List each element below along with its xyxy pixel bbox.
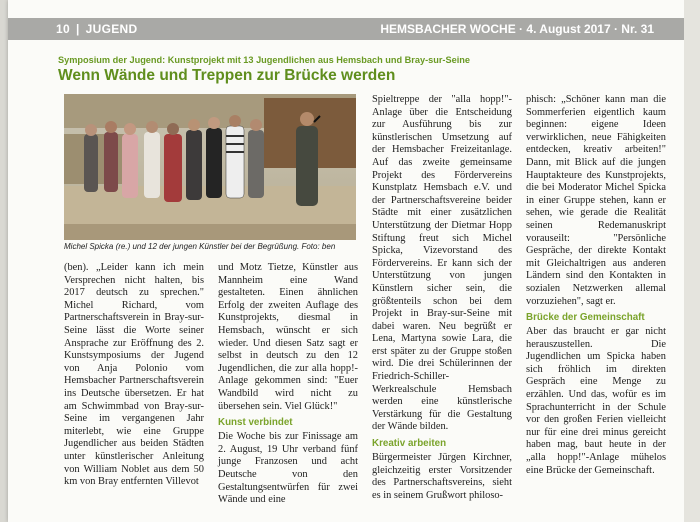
- subheading-kunst-verbindet: Kunst verbindet: [218, 417, 293, 429]
- paragraph: Spieltreppe der "alla hopp!"-Anlage über die Entscheidung zur Ausführung bis zur künstlerischen Umsetzung auf der Hemsbacher Freizeitanlage. Auf das zweite gemeinsame Projekt des Fördervereins Kunstplatz Hemsbach e.V. und der Partnerschaftsvereine beider Städte mit einer zusätzlichen Unterstützung der Dietmar Hopp Stiftung freut sich Michel Spicka, Vizevorstand des Fördervereins. Er kann sich der Unterstützung von jungen Künstlern sicher sein, die größtenteils schon bei dem Projekt in Bray-sur-Seine mit dabei waren. Neu begrüßt er Lena, Martyna sowie Lara, die erst später zu der Gruppe stoßen wird. Die drei Schülerinnen der Friedrich-Schiller-Werkrealschule Hemsbach werden eine künstlerische Verstärkung für die Gestaltung der Wände bilden.: [372, 94, 512, 433]
- page-header-bar: 10 | JUGEND HEMSBACHER WOCHE · 4. August 2017 · Nr. 31: [8, 18, 692, 40]
- paragraph: (ben). „Leider kann ich mein Versprechen nicht halten, bis 2017 deutsch zu sprechen." Michel Richard, vom Partnerschaftsverein in Bray-sur-Seine lässt die Worte seiner Ansprache zur Eröffnung des 2. Kunstsymposiums der Jugend von Anja Polonio vom Hemsbacher Partnerschaftsverein ins Deutsche übersetzen. Er hat am Schwimmbad von Bray-sur-Seine im vergangenen Jahr miterlebt, wie eine Gruppe Jugendlicher aus beiden Städten unter künstlerischer Anleitung von William Noblet aus dem 50 km von Bray entfernten Villevot: [64, 262, 204, 488]
- article-column-2: [218, 262, 358, 507]
- paragraph: phisch: „Schöner kann man die Sommerferien eigentlich kaum beginnen: eigene Ideen verwirklichen, neue Fähigkeiten entdecken, kreativ arbeiten!" Dann, mit Blick auf die jungen Hauptakteure des Kunstprojekts, die bei Moderator Michel Spicka in einer Gruppe stehen, kann er sehen, wie gerade die Realität seinen Redemanuskript vorauseilt: "Persönliche Gespräche, der direkte Kontakt mit Gleichaltrigen aus anderen Ländern sind den Kontakten in sozialen Netzwerken allemal vorzuziehen", sagt er.: [526, 94, 666, 307]
- adjacent-page-edge: [684, 0, 700, 522]
- article-kicker: Symposium der Jugend: Kunstprojekt mit 13 Jugendlichen aus Hemsbach und Bray-sur-Seine: [58, 55, 470, 65]
- article-photo: [64, 94, 356, 240]
- subheading-bruecke-der-gemeinschaft: Brücke der Gemeinschaft: [526, 312, 645, 324]
- paragraph: Aber das braucht er gar nicht herauszustellen. Die Jugendlichen um Spicka haben sich fröhlich im direkten Gespräch eine Menge zu erzählen. Und das, wofür es im Sprachunterricht in der Schule vor den großen Ferien vielleicht nur für eine drei minus gereicht haben mag, baut heute in der „alla hopp!"-Anlage mühelos eine Brücke der Gemeinschaft.: [526, 326, 666, 476]
- newspaper-page: [8, 0, 692, 522]
- section-name: JUGEND: [85, 22, 138, 36]
- page-number: 10: [56, 22, 70, 36]
- subheading-kreativ-arbeiten: Kreativ arbeiten: [372, 438, 447, 450]
- article-column-1: [64, 262, 204, 489]
- paragraph: Die Woche bis zur Finissage am 2. August, 19 Uhr verband fünf junge Franzosen und acht Deutsche von den Gestaltungsentwürfen für zwei Wände und eine: [218, 431, 358, 506]
- paragraph: und Motz Tietze, Künstler aus Mannheim eine Wand gestalteten. Einen ähnlichen Erfolg der zweiten Auflage des Kunstprojekts, diesmal in Hemsbach, wünscht er sich wieder. Und diesen Satz sagt er selbst in deutsch zu den 12 Jugendlichen, die zur alla hopp!-Anlage gekommen sind: "Euer Wandbild wird nicht zu übersehen sein. Viel Glück!": [218, 262, 358, 412]
- publication-info: HEMSBACHER WOCHE · 4. August 2017 · Nr. 31: [380, 22, 654, 36]
- article-column-4: [526, 94, 666, 477]
- photo-caption: Michel Spicka (re.) und 12 der jungen Künstler bei der Begrüßung. Foto: ben: [64, 242, 336, 251]
- article-headline: Wenn Wände und Treppen zur Brücke werden: [58, 67, 396, 84]
- article-column-3: [372, 94, 512, 502]
- paragraph: Bürgermeister Jürgen Kirchner, gleichzeitig erster Vorsitzender des Partnerschaftsvereins, sieht es in seinem Grußwort philoso-: [372, 452, 512, 501]
